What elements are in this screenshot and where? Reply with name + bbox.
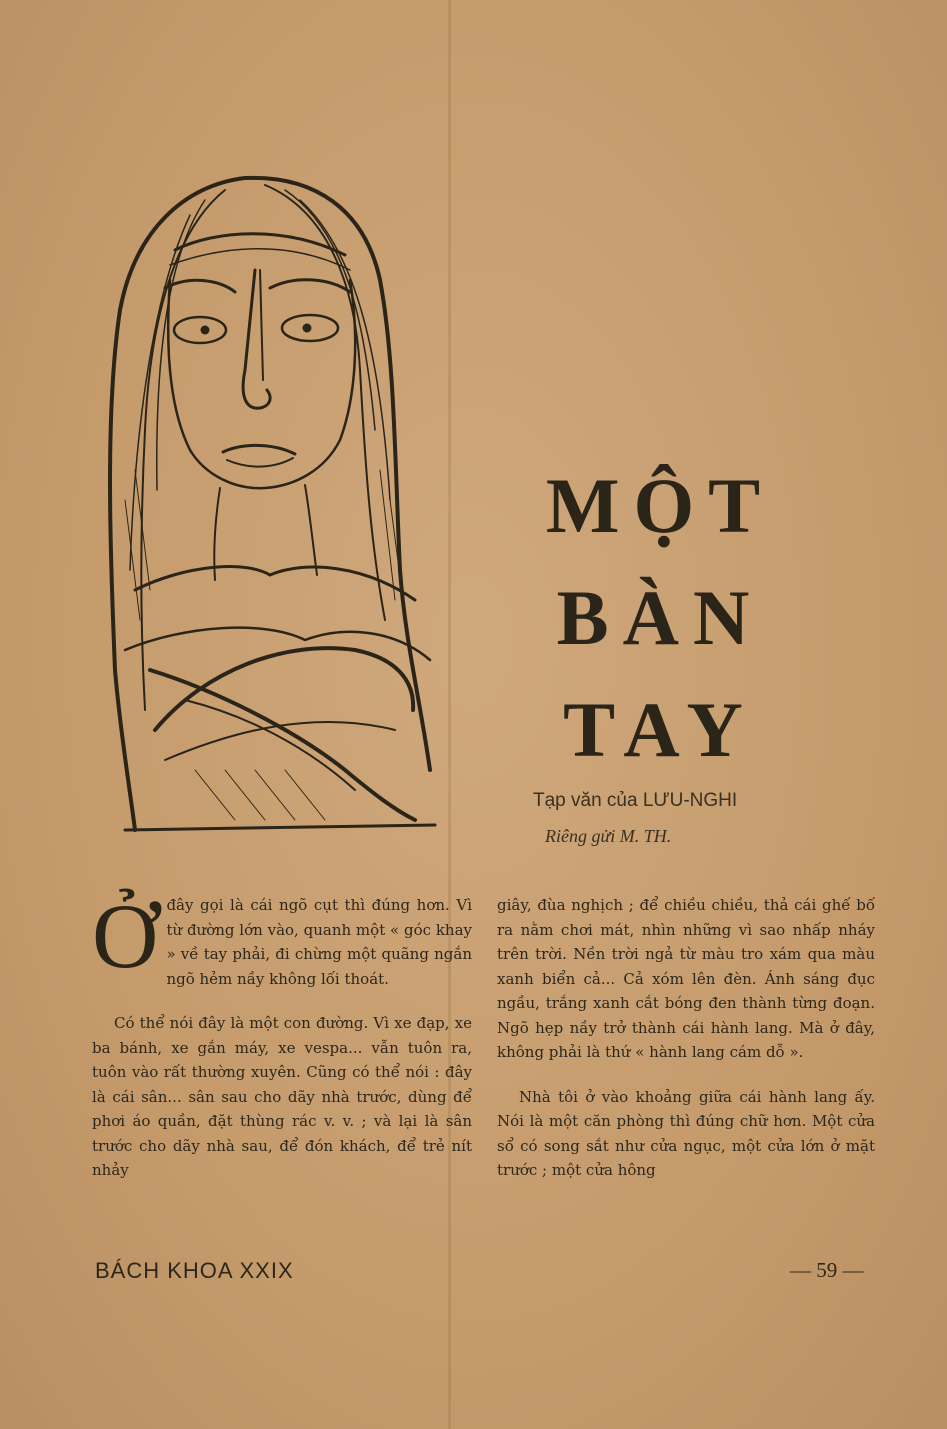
page-number: — 59 —: [790, 1258, 864, 1282]
right-paragraph-1: giây, đùa nghịch ; để chiều chiều, thả cái ghế bố ra nằm chơi mát, nhìn những vì sao nhấp nháy trên trời. Nền trời ngả từ màu tro xám qua màu xanh biển cả... Cả xóm lên đèn. Ánh sáng đục ngầu, trắng xanh cắt bóng đen thành từng đoạn. Ngõ hẹp nầy trở thành cái hành lang. Mà ở đây, không phải là thứ « hành lang cám dỗ ».: [497, 896, 875, 1061]
left-paragraph-1-text: đây gọi là cái ngõ cụt thì đúng hơn. Vì từ đường lớn vào, quanh một « góc khay » về tay phải, đi chừng một quãng ngắn ngõ hẻm nầy không lối thoát.: [166, 896, 472, 988]
title-line-3: TAY: [563, 686, 757, 773]
right-paragraph-2: Nhà tôi ở vào khoảng giữa cái hành lang ấy. Nói là một căn phòng thì đúng chữ hơn. Một cửa sổ có song sắt như cửa ngục, một cửa lớn ở mặt trước ; một cửa hông: [497, 1087, 875, 1179]
page-fold-line: [448, 0, 451, 1429]
left-paragraph-2: Có thể nói đây là một con đường. Vì xe đạp, xe ba bánh, xe gắn máy, xe vespa... vẫn tuôn ra, tuôn vào rất thường xuyên. Cũng có thể nói : đây là cái sân... sân sau cho dãy nhà trước, dùng để phơi áo quần, đặt thùng rác v. v. ; và lại là sân trước cho dãy nhà sau, để đón khách, để trẻ nít nhảy: [92, 1014, 472, 1179]
right-column: [497, 893, 875, 1203]
article-title: [540, 450, 780, 786]
left-column: [92, 885, 472, 1203]
dedication: Riêng gửi M. TH.: [545, 826, 672, 846]
magazine-footer: BÁCH KHOA XXIX: [95, 1258, 294, 1283]
title-line-1: MỘT: [545, 462, 775, 549]
author-byline: Tạp văn của LƯU-NGHI: [533, 790, 738, 811]
title-line-2: BÀN: [556, 574, 764, 661]
portrait-illustration: [95, 170, 440, 840]
left-paragraph-1: [92, 885, 472, 991]
drop-cap: Ở: [92, 885, 159, 987]
